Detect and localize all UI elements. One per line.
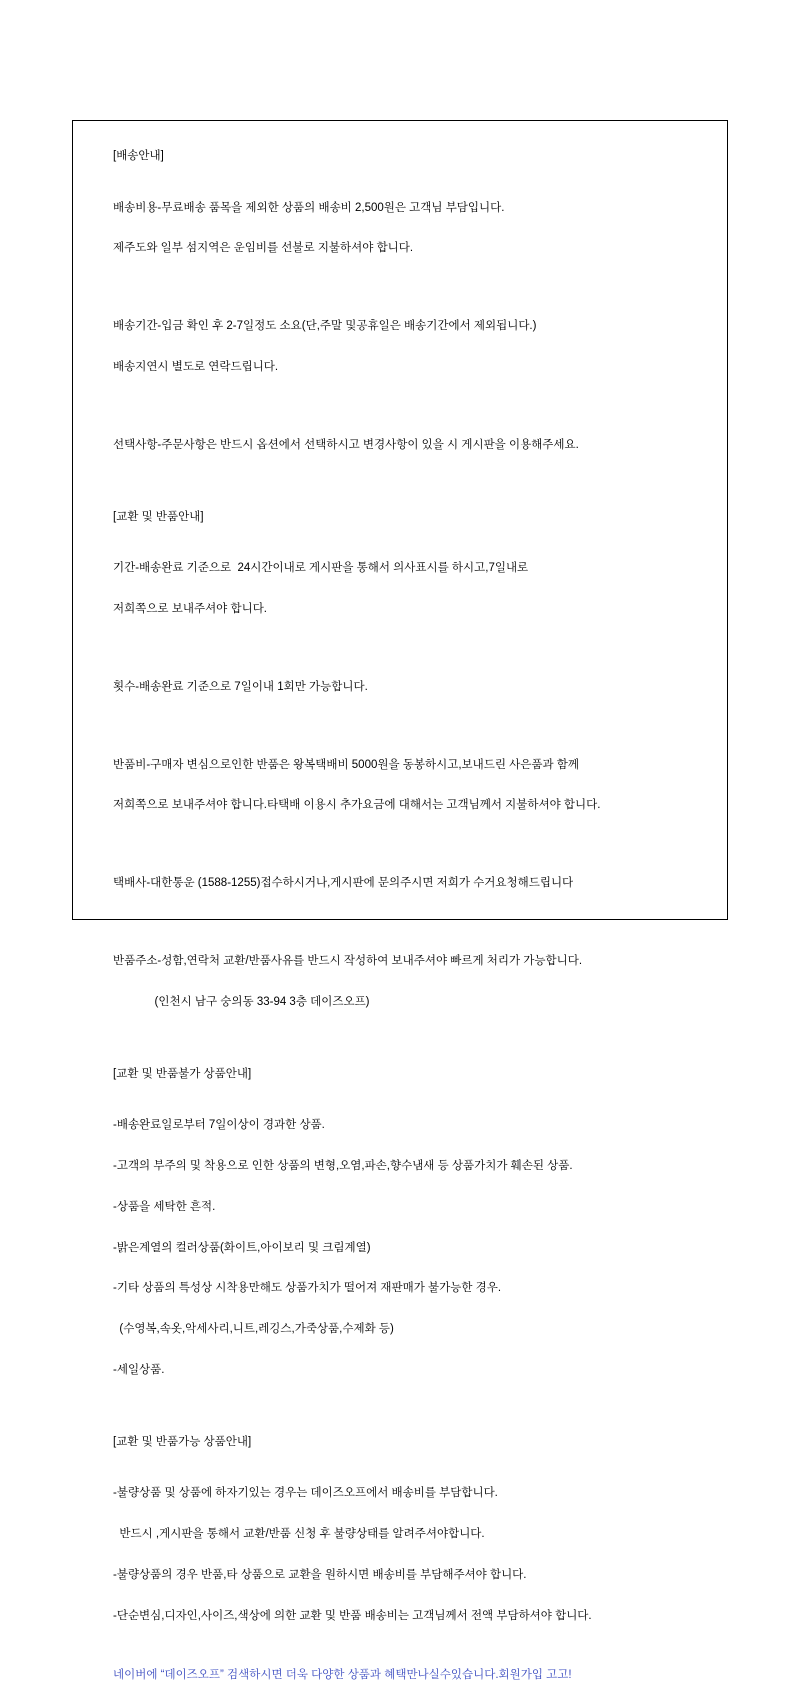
list-item: -상품을 세탁한 흔적. [113, 1199, 687, 1217]
list-item: -세일상품. [113, 1362, 687, 1380]
paragraph-period [113, 537, 687, 642]
footer-promo-note: 네이버에 “데이즈오프” 검색하시면 더욱 다양한 상품과 혜택만나실수있습니다.회원가입 고고! [113, 1667, 687, 1684]
text-line: 배송지연시 별도로 연락드립니다. [113, 359, 687, 377]
section-heading: [교환 및 반품불가 상품안내] [113, 1069, 687, 1081]
list-item: -불량상품 및 상품에 하자기있는 경우는 데이즈오프에서 배송비를 부담합니다. [113, 1485, 687, 1503]
paragraph-shipping-options [113, 414, 687, 478]
text-line-address: (인천시 남구 숭의동 33-94 3층 데이즈오프) [113, 994, 687, 1012]
text-line: 횟수-배송완료 기준으로 7일이내 1회만 가능합니다. [113, 679, 687, 697]
section-exchangeable-info [113, 1437, 687, 1649]
paragraph-courier [113, 852, 687, 916]
section-shipping-info [113, 151, 687, 478]
list-item: -배송완료일로부터 7일이상이 경과한 상품. [113, 1117, 687, 1135]
spacer [113, 1049, 687, 1069]
document-content [113, 151, 687, 1684]
paragraph-return-fee [113, 734, 687, 839]
section-heading: [배송안내] [113, 151, 687, 163]
paragraph-return-address [113, 930, 687, 1035]
section-not-exchangeable-info [113, 1069, 687, 1403]
document-frame [72, 120, 728, 920]
spacer [113, 492, 687, 512]
paragraph-shipping-cost [113, 177, 687, 282]
text-line: 제주도와 일부 섬지역은 운임비를 선불로 지불하셔야 합니다. [113, 240, 687, 258]
list-item: -단순변심,디자인,사이즈,색상에 의한 교환 및 반품 배송비는 고객님께서 전액 부담하셔야 합니다. [113, 1608, 687, 1626]
text-line: 배송기간-입금 확인 후 2-7일정도 소요(단,주말 및공휴일은 배송기간에서 제외됩니다.) [113, 318, 687, 336]
paragraph-shipping-period [113, 295, 687, 400]
list-item-sub: 반드시 ,게시판을 통해서 교환/반품 신청 후 불량상태를 알려주셔야합니다. [113, 1526, 687, 1544]
section-exchange-return-info [113, 512, 687, 1035]
list-item: -불량상품의 경우 반품,타 상품으로 교환을 원하시면 배송비를 부담해주셔야 합니다. [113, 1567, 687, 1585]
list-item: -고객의 부주의 및 착용으로 인한 상품의 변형,오염,파손,향수냄새 등 상품가치가 훼손된 상품. [113, 1158, 687, 1176]
text-line: 택배사-대한통운 (1588-1255)접수하시거나,게시판에 문의주시면 저희가 수거요청해드립니다 [113, 875, 687, 893]
text-line: 반품비-구매자 변심으로인한 반품은 왕복택배비 5000원을 동봉하시고,보내드린 사은품과 함께 [113, 757, 687, 775]
list-item-sub: (수영복,속옷,악세사리,니트,레깅스,가죽상품,수제화 등) [113, 1321, 687, 1339]
text-line: 선택사항-주문사항은 반드시 옵션에서 선택하시고 변경사항이 있을 시 게시판을 이용해주세요. [113, 437, 687, 455]
list-item: -기타 상품의 특성상 시착용만해도 상품가치가 떨어져 재판매가 불가능한 경우. [113, 1280, 687, 1298]
spacer [113, 1417, 687, 1437]
text-line: 반품주소-성함,연락처 교환/반품사유를 반드시 작성하여 보내주셔야 빠르게 처리가 가능합니다. [113, 953, 687, 971]
text-line: 배송비용-무료배송 품목을 제외한 상품의 배송비 2,500원은 고객님 부담입니다. [113, 200, 687, 218]
paragraph-count [113, 656, 687, 720]
list-exchangeable [113, 1462, 687, 1648]
text-line: 저희쪽으로 보내주셔야 합니다. [113, 601, 687, 619]
list-item: -밝은계열의 컬러상품(화이트,아이보리 및 크림계열) [113, 1240, 687, 1258]
list-not-exchangeable [113, 1094, 687, 1403]
section-heading: [교환 및 반품안내] [113, 512, 687, 524]
text-line: 기간-배송완료 기준으로 24시간이내로 게시판을 통해서 의사표시를 하시고,7일내로 [113, 560, 687, 578]
section-heading: [교환 및 반품가능 상품안내] [113, 1437, 687, 1449]
text-line: 저희쪽으로 보내주셔야 합니다.타택배 이용시 추가요금에 대해서는 고객님께서 지불하셔야 합니다. [113, 797, 687, 815]
